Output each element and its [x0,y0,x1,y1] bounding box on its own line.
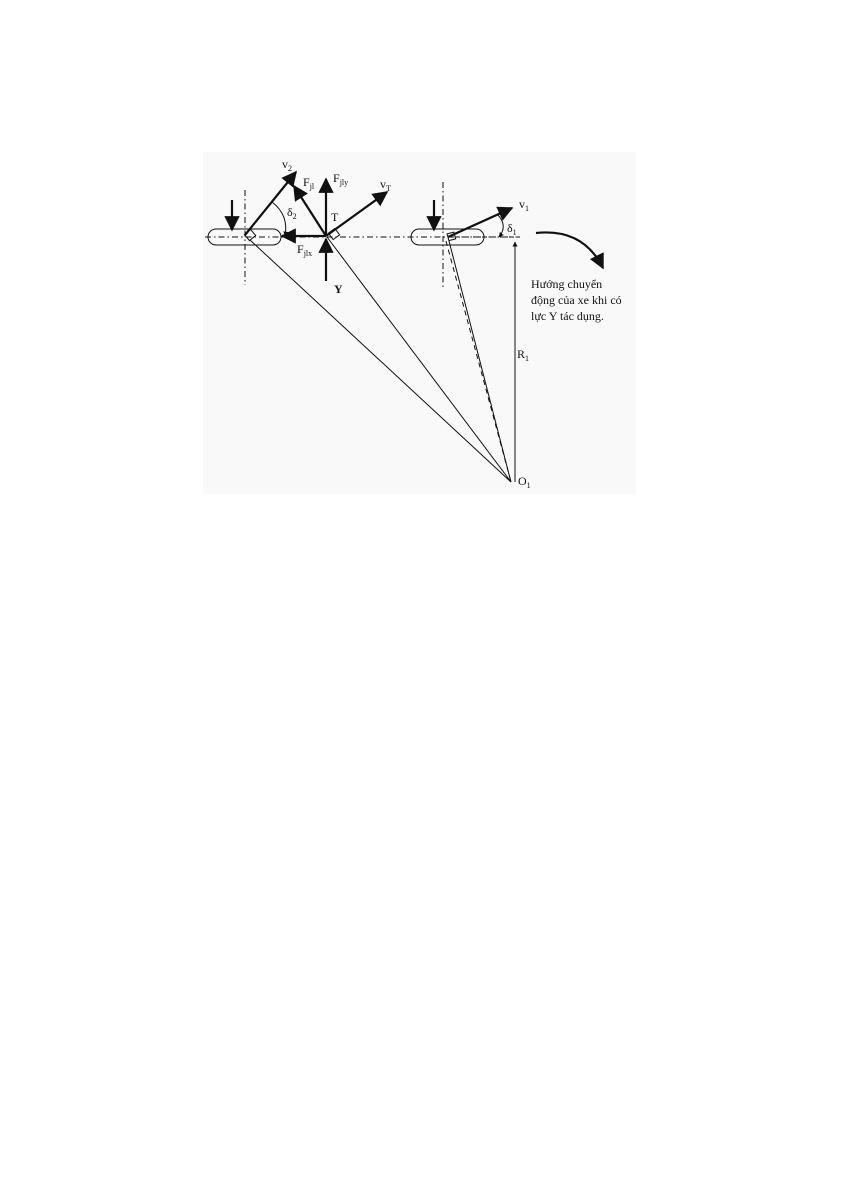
r1-label: $R_1$ [517,347,530,363]
movement-note-line2: động của xe khi có [531,293,622,307]
delta1-label: $\delta_1$ [507,221,517,237]
movement-note-line1: Hướng chuyển [531,277,603,291]
vt-label: $v_T$ [380,177,391,193]
v1-label: $v_1$ [519,197,529,213]
diagram-panel [203,152,636,494]
fjly-label: $F_{jly}$ [333,171,349,187]
y-label: Y [334,282,343,296]
o1-label: $O_1$ [518,474,531,490]
movement-note-line3: lực Y tác dụng. [531,309,604,323]
fjlx-label: $F_{jlx}$ [297,242,313,258]
v2-label: $v_2$ [282,157,292,173]
fjl-label: $F_{jl}$ [303,175,315,191]
delta2-label: $\delta_2$ [287,205,297,221]
t-label: T [331,210,339,224]
